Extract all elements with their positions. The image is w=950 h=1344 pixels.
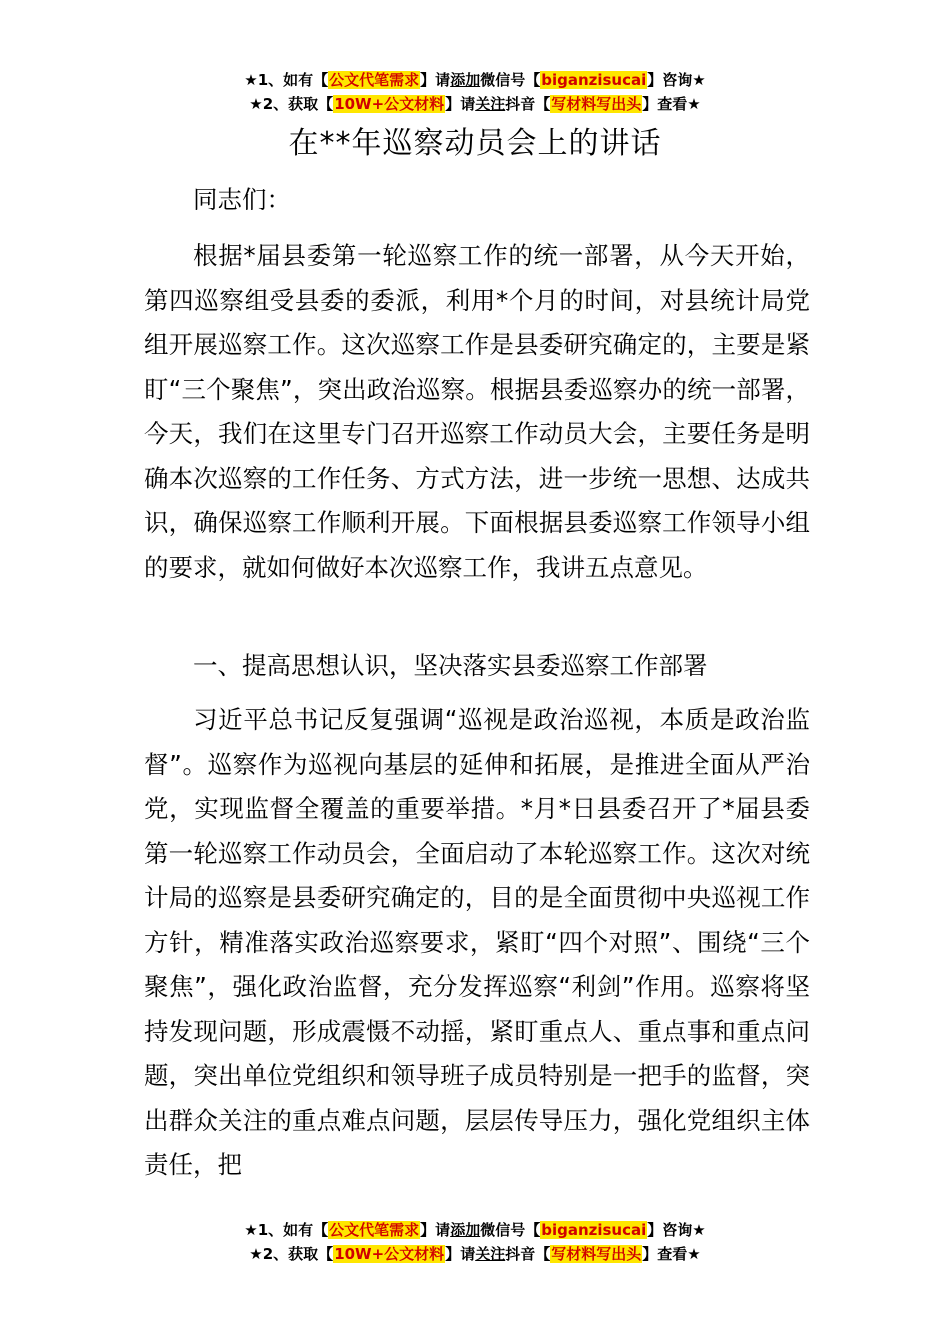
banner-text: 】请 — [445, 1245, 476, 1263]
banner-text: 】咨询★ — [647, 71, 706, 89]
banner-line-2 — [0, 92, 950, 116]
underlined-follow: 关注 — [475, 1245, 506, 1263]
paragraph-intro: 根据*届县委第一轮巡察工作的统一部署，从今天开始，第四巡察组受县委的委派，利用*个月的时间，对县统计局党组开展巡察工作。这次巡察工作是县委研究确定的，主要是紧盯“三个聚焦”，突出政治巡察。根据县委巡察办的统一部署，今天，我们在这里专门召开巡察工作动员大会，主要任务是明确本次巡察的工作任务、方式方法，进一步统一思想、达成共识，确保巡察工作顺利开展。下面根据县委巡察工作领导小组的要求，就如何做好本次巡察工作，我讲五点意见。 — [144, 241, 810, 582]
banner-line-2 — [0, 1242, 950, 1266]
highlight-ghostwriting: 公文代笔需求 — [329, 1221, 420, 1239]
highlight-materials: 10W+公文材料 — [334, 1245, 445, 1263]
highlight-wechat-id: biganzisucai — [541, 1221, 647, 1239]
document-title: 在**年巡察动员会上的讲话 — [288, 126, 662, 161]
highlight-wechat-id: biganzisucai — [541, 71, 647, 89]
footer-banner — [0, 1218, 950, 1266]
banner-text: 】咨询★ — [647, 1221, 706, 1239]
section-heading-1: 一、提高思想认识，坚决落实县委巡察工作部署 — [193, 651, 708, 680]
banner-text: 】请 — [420, 71, 451, 89]
banner-text: ★1、如有【 — [244, 1221, 329, 1239]
banner-text: 】查看★ — [642, 95, 701, 113]
highlight-douyin-account: 写材料写出头 — [551, 1245, 642, 1263]
banner-text: 】请 — [445, 95, 476, 113]
banner-line-1 — [0, 68, 950, 92]
banner-text: 】请 — [420, 1221, 451, 1239]
highlight-douyin-account: 写材料写出头 — [551, 95, 642, 113]
banner-text: 微信号【 — [480, 1221, 541, 1239]
salutation: 同志们： — [193, 185, 291, 214]
banner-text: 抖音【 — [505, 1245, 551, 1263]
banner-text: ★1、如有【 — [244, 71, 329, 89]
highlight-ghostwriting: 公文代笔需求 — [329, 71, 420, 89]
banner-text: 微信号【 — [480, 71, 541, 89]
paragraph-section-1: 习近平总书记反复强调“巡视是政治巡视，本质是政治监督”。巡察作为巡视向基层的延伸和拓展，是推进全面从严治党，实现监督全覆盖的重要举措。*月*日县委召开了*届县委第一轮巡察工作动员会，全面启动了本轮巡察工作。这次对统计局的巡察是县委研究确定的，目的是全面贯彻中央巡视工作方针，精准落实政治巡察要求，紧盯“四个对照”、围绕“三个聚焦”，强化政治监督，充分发挥巡察“利剑”作用。巡察将坚持发现问题，形成震慑不动摇，紧盯重点人、重点事和重点问题，突出单位党组织和领导班子成员特别是一把手的监督，突出群众关注的重点难点问题，层层传导压力，强化党组织主体责任，把 — [144, 705, 810, 1179]
highlight-materials: 10W+公文材料 — [334, 95, 445, 113]
underlined-add: 添加 — [450, 71, 481, 89]
banner-line-1 — [0, 1218, 950, 1242]
banner-text: 抖音【 — [505, 95, 551, 113]
banner-text: ★2、获取【 — [249, 1245, 334, 1263]
underlined-follow: 关注 — [475, 95, 506, 113]
underlined-add: 添加 — [450, 1221, 481, 1239]
banner-text: ★2、获取【 — [249, 95, 334, 113]
banner-text: 】查看★ — [642, 1245, 701, 1263]
header-banner — [0, 68, 950, 116]
